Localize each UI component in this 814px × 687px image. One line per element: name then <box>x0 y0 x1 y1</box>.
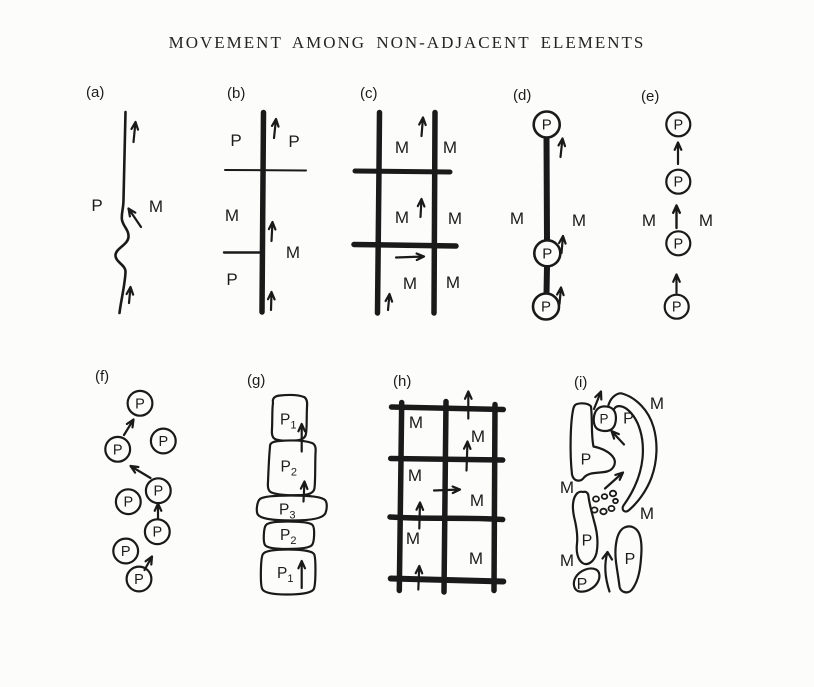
m-label: M <box>509 209 525 228</box>
up-arrow <box>464 442 471 471</box>
p-label: P <box>541 116 552 134</box>
p-label: P <box>673 236 684 253</box>
p-label: P <box>120 544 131 560</box>
panel-g-label: (g) <box>247 372 266 389</box>
up-right-arrow <box>605 473 623 489</box>
up-arrow <box>272 119 279 138</box>
panel-d <box>510 87 586 320</box>
p-label: P <box>112 442 123 459</box>
vesicle-dot <box>592 507 598 512</box>
up-arrow <box>465 392 472 419</box>
m-label: M <box>402 274 418 293</box>
m-label: M <box>408 413 424 432</box>
up-arrow <box>419 118 426 137</box>
panel-i <box>560 374 664 593</box>
up-right-arrow <box>145 557 153 571</box>
panel-f-label: (f) <box>95 368 110 385</box>
panel-e <box>641 88 713 319</box>
panel-a-label: (a) <box>86 84 105 101</box>
up-arrow <box>673 275 680 294</box>
panel-f <box>95 368 176 591</box>
panel-i-label: (i) <box>574 374 588 391</box>
m-label: M <box>468 549 484 568</box>
up-right-arrow <box>124 420 134 436</box>
up-left-arrow <box>129 209 142 228</box>
vesicle-dot <box>610 491 616 497</box>
m-label: M <box>649 394 665 413</box>
cell-blob-p1-bottom <box>261 550 316 595</box>
up-arrow <box>268 292 275 310</box>
up-arrow <box>673 206 680 229</box>
p-label: P <box>540 298 552 316</box>
thick-filament <box>547 137 548 242</box>
p-label: P <box>152 524 163 541</box>
p3-label: $P_3$ <box>279 501 296 522</box>
curved-up-arrow <box>605 552 609 592</box>
panel-c <box>354 85 462 313</box>
m-label: M <box>559 478 575 497</box>
thick-vertical-wall <box>262 113 264 313</box>
up-arrow <box>155 504 162 519</box>
p-label: P <box>542 245 553 263</box>
panel-b <box>224 85 306 312</box>
m-label: M <box>571 211 587 230</box>
m-label: M <box>442 138 458 157</box>
p2-label: $P_2$ <box>280 458 297 479</box>
up-arrow <box>269 222 276 241</box>
m-label: M <box>394 138 410 157</box>
up-arrow <box>386 294 393 310</box>
p-label: P <box>123 494 134 511</box>
m-label: M <box>641 211 657 230</box>
vesicle-dot <box>600 509 606 515</box>
vesicle-dot <box>602 494 608 499</box>
m-label: M <box>469 491 485 510</box>
m-label: M <box>405 529 421 548</box>
m-label: M <box>445 273 461 292</box>
m-label: M <box>639 504 655 523</box>
right-arrow <box>396 254 424 261</box>
p-label: P <box>581 532 593 550</box>
thick-filament <box>547 266 548 294</box>
up-arrow <box>675 143 682 165</box>
up-arrow <box>132 122 139 142</box>
grid-horizontal-line <box>390 517 503 520</box>
p-label: P <box>671 299 682 316</box>
panel-h-label: (h) <box>393 373 412 390</box>
grid-vertical-line <box>434 113 435 314</box>
p-label: P <box>135 396 145 413</box>
grid-horizontal-line <box>355 171 450 172</box>
up-left-arrow <box>131 466 151 478</box>
p-label: P <box>673 117 684 134</box>
panel-e-label: (e) <box>641 88 660 105</box>
p-label: P <box>580 451 592 469</box>
grid-horizontal-line <box>391 459 503 461</box>
p-label: P <box>599 411 609 427</box>
grid-vertical-line <box>378 113 380 314</box>
p-label: P <box>153 483 164 500</box>
m-label: M <box>447 209 463 228</box>
figure-title: MOVEMENT AMONG NON-ADJACENT ELEMENTS <box>168 33 646 52</box>
vesicle-dot <box>593 496 599 501</box>
panel-c-label: (c) <box>360 85 378 102</box>
up-left-arrow <box>612 431 625 445</box>
m-label: M <box>148 197 164 216</box>
up-arrow <box>559 139 566 158</box>
panel-h <box>390 373 503 592</box>
panel-g <box>247 372 327 595</box>
grid-vertical-line <box>444 402 446 593</box>
vesicle-dot <box>613 499 618 503</box>
m-label: M <box>394 208 410 227</box>
p2-label: $P_2$ <box>280 527 297 547</box>
p-label: P <box>230 131 242 150</box>
p1-label: $P_1$ <box>277 565 294 585</box>
m-label: M <box>470 427 486 446</box>
panel-a <box>86 84 163 313</box>
p-label: P <box>91 196 103 215</box>
m-label: M <box>407 466 423 485</box>
m-label: M <box>285 243 301 262</box>
p-label: P <box>623 410 634 428</box>
panel-b-label: (b) <box>227 85 246 102</box>
organelle-blob-lower-left <box>573 492 598 564</box>
p1-label: $P_1$ <box>280 411 297 432</box>
p-label: P <box>673 174 684 191</box>
up-arrow <box>127 287 134 303</box>
up-arrow <box>418 199 425 217</box>
grid-vertical-line <box>494 405 495 591</box>
grid-horizontal-line <box>391 579 504 582</box>
m-label: M <box>559 551 575 570</box>
m-label: M <box>224 206 240 225</box>
p-label: P <box>226 270 238 289</box>
p-label: P <box>576 576 588 593</box>
vesicle-dot <box>609 506 615 511</box>
panel-d-label: (d) <box>513 87 532 104</box>
grid-vertical-line <box>399 403 401 591</box>
wavy-membrane-line <box>115 112 128 313</box>
grid-horizontal-line <box>354 245 456 247</box>
p-label: P <box>158 434 169 450</box>
thin-cross-wall <box>225 170 306 171</box>
p-label: P <box>134 572 144 588</box>
p-label: P <box>624 551 636 568</box>
p-label: P <box>288 132 300 151</box>
m-label: M <box>698 211 714 230</box>
grid-horizontal-line <box>392 407 504 410</box>
